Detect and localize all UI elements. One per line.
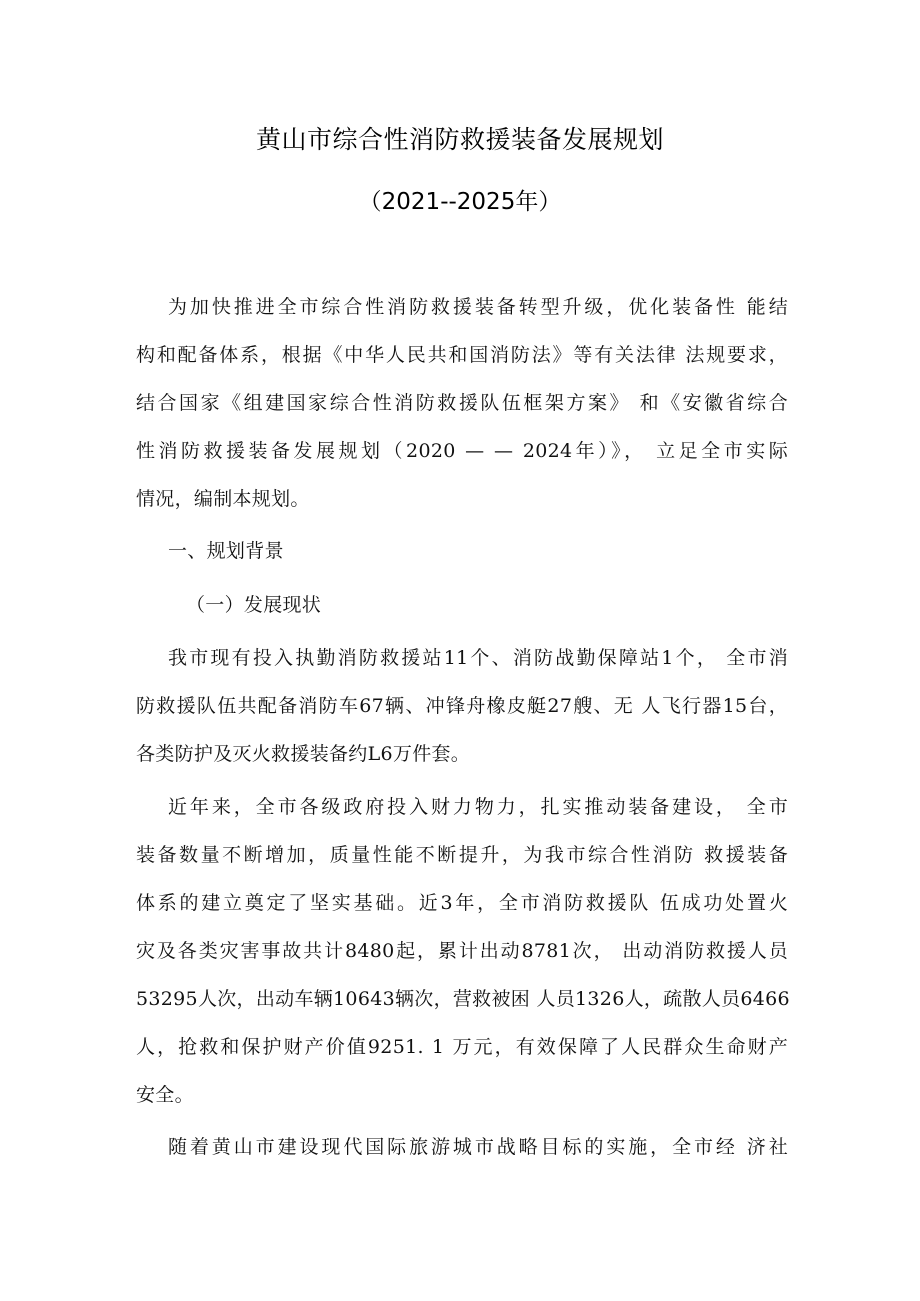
paragraph-line: 性消防救援装备发展规划（2020 — — 2024年）》， 立足全市实际 <box>136 440 788 462</box>
paragraph-line: 装备数量不断增加，质量性能不断提升，为我市综合性消防 救援装备 <box>136 844 788 866</box>
paragraph-line: 情况，编制本规划。 <box>136 488 310 510</box>
paragraph-line: 近年来，全市各级政府投入财力物力，扎实推动装备建设， 全市 <box>168 796 788 818</box>
paragraph-line: 随着黄山市建设现代国际旅游城市战略目标的实施，全市经 济社 <box>168 1136 788 1158</box>
document-subtitle: （2021--2025年） <box>358 189 562 215</box>
paragraph-line: 结合国家《组建国家综合性消防救援队伍框架方案》 和《安徽省综合 <box>136 392 788 414</box>
section-heading: 一、规划背景 <box>168 540 284 562</box>
paragraph-line: 为加快推进全市综合性消防救援装备转型升级，优化装备性 能结 <box>168 296 788 318</box>
paragraph-line: 灾及各类灾害事故共计8480起，累计出动8781次， 出动消防救援人员 <box>136 940 788 962</box>
subsection-heading: （一）发展现状 <box>186 594 322 616</box>
paragraph-line: 安全。 <box>136 1084 194 1106</box>
paragraph-line: 人，抢救和保护财产价值9251. 1 万元，有效保障了人民群众生命财产 <box>136 1036 788 1058</box>
document-title: 黄山市综合性消防救援装备发展规划 <box>255 125 664 154</box>
paragraph-line: 防救援队伍共配备消防车67辆、冲锋舟橡皮艇27艘、无 人飞行器15台， <box>136 695 788 717</box>
paragraph-line: 我市现有投入执勤消防救援站11个、消防战勤保障站1个， 全市消 <box>168 647 788 669</box>
paragraph-line: 构和配备体系，根据《中华人民共和国消防法》等有关法律 法规要求， <box>136 344 788 366</box>
paragraph-line: 各类防护及灭火救援装备约L6万件套。 <box>136 743 471 765</box>
paragraph-line: 53295人次，出动车辆10643辆次，营救被困 人员1326人，疏散人员6466 <box>136 988 790 1010</box>
paragraph-line: 体系的建立奠定了坚实基础。近3年，全市消防救援队 伍成功处置火 <box>136 892 788 914</box>
